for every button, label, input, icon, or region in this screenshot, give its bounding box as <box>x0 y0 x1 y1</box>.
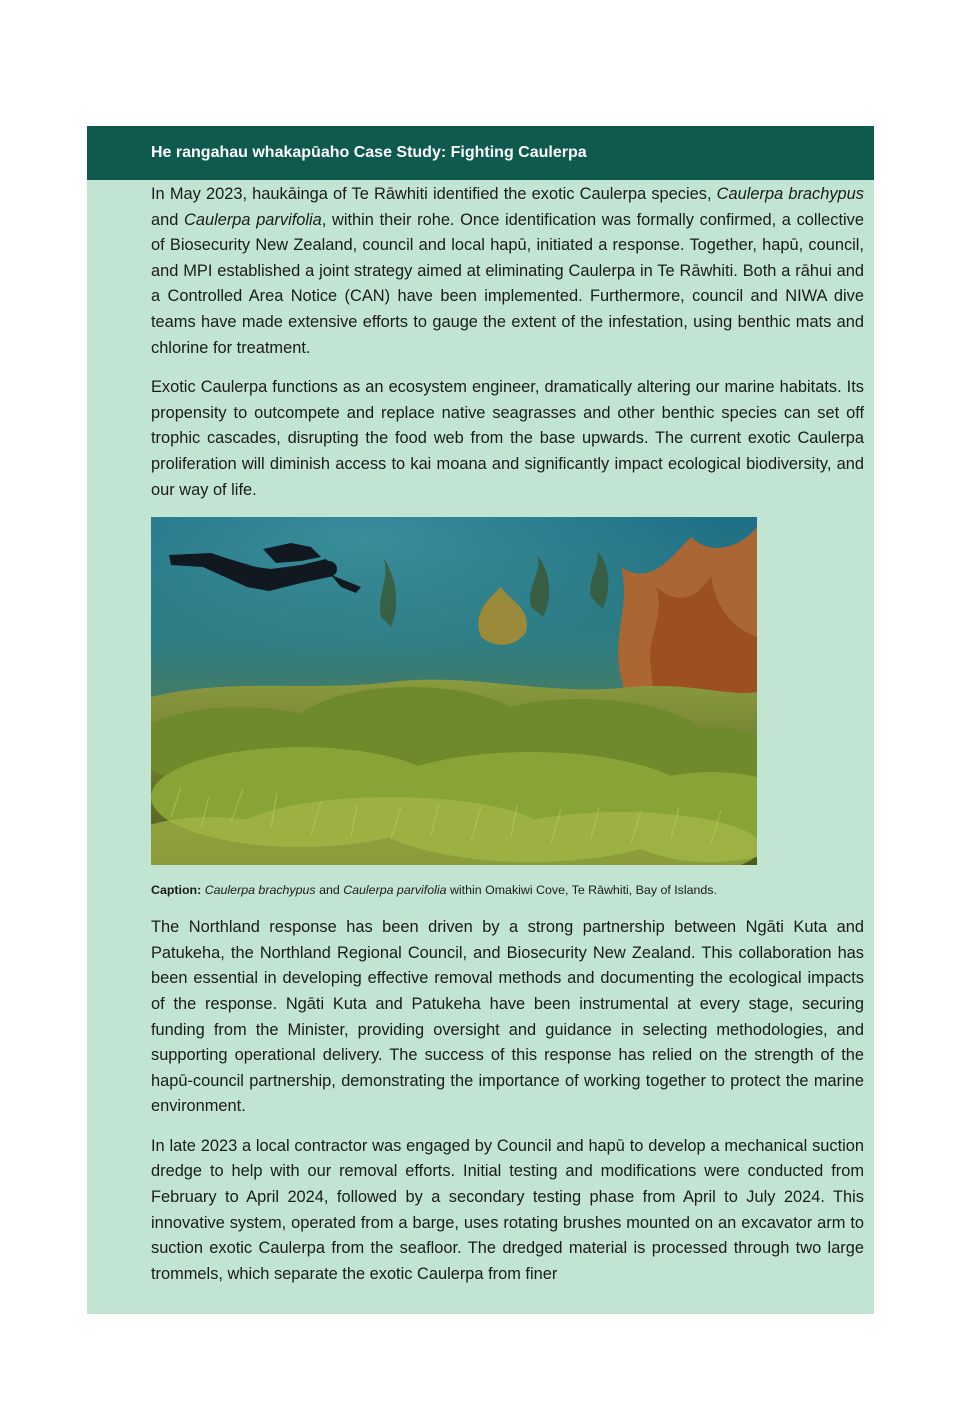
paragraph-dredge: In late 2023 a local contractor was engaged by Council and hapū to develop a mechanical suction dredge to help with our removal efforts. Initial testing and modifications were conducted from February to April 2024, followed by a secondary testing phase from April to July 2024. This innovative system, operated from a barge, uses rotating brushes mounted on an excavator arm to suction exotic Caulerpa from the seafloor. The dredged material is processed through two large trommels, which separate the exotic Caulerpa from finer <box>151 1136 864 1283</box>
paragraph-ecosystem: Exotic Caulerpa functions as an ecosystem engineer, dramatically altering our marine habitats. Its propensity to outcompete and replace native seagrasses and other benthic species can set off trophic cascades, disrupting the food web from the base upwards. The current exotic Caulerpa proliferation will diminish access to kai moana and significantly impact ecological biodiversity, and our way of life. <box>151 378 864 499</box>
case-study-header <box>87 126 874 180</box>
caption-species-parvifolia: Caulerpa parvifolia <box>343 883 447 898</box>
case-study-panel <box>87 126 874 1314</box>
caption-and: and <box>319 883 340 898</box>
paragraph-partnership: The Northland response has been driven by a strong partnership between Ngāti Kuta and Patukeha, the Northland Regional Council, and Biosecurity New Zealand. This collaboration has been essential in developing effective removal methods and documenting the ecological impacts of the response. Ngāti Kuta and Patukeha have been instrumental at every stage, securing funding from the Minister, providing oversight and guidance in selecting methodologies, and supporting operational delivery. The success of this response has relied on the strength of the hapū-council partnership, demonstrating the importance of working together to protect the marine environment. <box>151 918 864 1116</box>
case-study-title: He rangahau whakapūaho Case Study: Fighting Caulerpa <box>151 144 587 161</box>
species-name-parvifolia: Caulerpa parvifolia <box>184 210 322 229</box>
case-study-body <box>87 180 874 1287</box>
photo-caption <box>151 881 864 899</box>
paragraph-intro <box>151 180 864 361</box>
paragraph-intro-text-1: In May 2023, haukāinga of Te Rāwhiti identified the exotic Caulerpa species, <box>151 185 717 203</box>
caption-label: Caption: <box>151 883 202 898</box>
paragraph-intro-text-3: , within their rohe. Once identification was formally confirmed, a collective of Biosecurity New Zealand, council and local hapū, initiated a response. Together, hapū, council, and MPI established a joint strategy aimed at eliminating Caulerpa in Te Rāwhiti. Both a rāhui and a Controlled Area Notice (CAN) have been implemented. Furthermore, council and NIWA dive teams have made extensive efforts to gauge the extent of the infestation, using benthic mats and chlorine for treatment. <box>151 210 864 357</box>
caption-species-brachypus: Caulerpa brachypus <box>204 883 316 898</box>
underwater-photo <box>151 517 757 865</box>
species-name-brachypus: Caulerpa brachypus <box>716 185 864 203</box>
paragraph-intro-text-2: and <box>151 210 185 229</box>
caption-location: within Omakiwi Cove, Te Rāwhiti, Bay of Islands. <box>449 883 717 898</box>
